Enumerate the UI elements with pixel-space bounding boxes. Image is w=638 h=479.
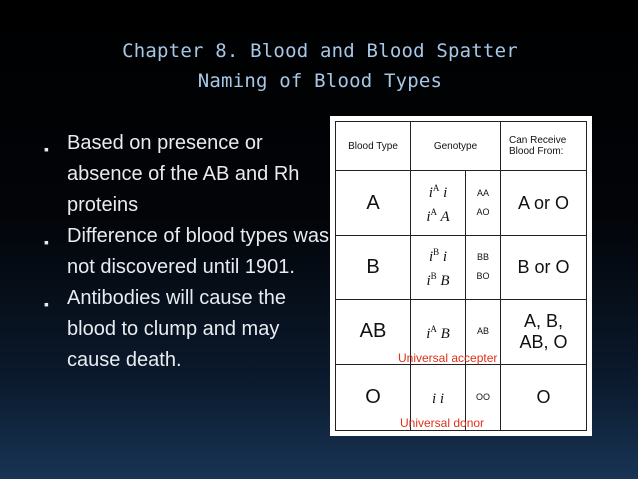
genotype-entry <box>411 203 465 227</box>
allele-letter: i <box>443 185 448 202</box>
allele-code: BB <box>476 252 489 263</box>
title-line-2: Naming of Blood Types <box>197 70 443 92</box>
can-receive-cell: B or O <box>501 235 587 299</box>
bullet-text: Difference of blood types was not discovered until 1901. <box>67 225 330 278</box>
genotype-entry <box>411 385 465 409</box>
genotype-entry <box>411 179 465 203</box>
blood-type-cell: B <box>336 235 411 299</box>
allele-code: OO <box>475 391 490 402</box>
allele-code: AB <box>476 326 489 337</box>
blood-type-table <box>335 121 587 431</box>
allele-letter: A <box>440 209 450 226</box>
allele-superscript: A <box>432 183 440 194</box>
allele-letter: i <box>426 325 431 342</box>
title-line-1: Chapter 8. Blood and Blood Spatter <box>122 40 518 62</box>
bullet-item <box>44 128 334 221</box>
genotype-entry <box>411 320 465 344</box>
allele-code: AO <box>476 207 490 218</box>
blood-type-cell: O <box>336 364 411 430</box>
header-genotype: Genotype <box>411 122 501 171</box>
allele-letter: i <box>439 391 445 408</box>
blood-type-table-image <box>330 116 592 436</box>
allele-code-cell <box>466 235 501 299</box>
bullet-text: Based on presence or absence of the AB and Rh proteins <box>67 132 300 216</box>
blood-type-cell: AB <box>336 300 411 364</box>
allele-letter: B <box>440 325 450 342</box>
table-header-row <box>336 122 587 171</box>
slide-title <box>40 36 600 96</box>
genotype-entry <box>411 243 465 267</box>
allele-letter: i <box>442 249 448 266</box>
genotype-entry <box>411 267 465 291</box>
allele-letter: i <box>428 185 433 202</box>
table-row <box>336 235 587 299</box>
allele-code: BO <box>476 271 490 282</box>
bullet-item <box>44 221 334 283</box>
allele-superscript: B <box>430 271 437 282</box>
allele-superscript: A <box>430 323 437 334</box>
can-receive-cell: A or O <box>501 171 587 235</box>
blood-type-cell: A <box>336 171 411 235</box>
header-can-receive: Can Receive Blood From: <box>501 122 587 171</box>
allele-letter: B <box>440 273 450 290</box>
square-bullet-icon: ▪ <box>44 141 49 157</box>
allele-letter: i <box>431 391 437 408</box>
bullet-item <box>44 283 334 376</box>
genotype-cell <box>411 171 466 235</box>
bullet-text: Antibodies will cause the blood to clump and may cause death. <box>67 287 287 371</box>
header-blood-type: Blood Type <box>336 122 411 171</box>
can-receive-cell: O <box>501 364 587 430</box>
allele-code: AA <box>476 188 489 199</box>
allele-superscript: B <box>433 247 440 258</box>
bullet-list <box>44 128 334 376</box>
allele-superscript: A <box>430 207 437 218</box>
square-bullet-icon: ▪ <box>44 234 49 250</box>
universal-accepter-label: Universal accepter <box>398 351 498 365</box>
table-row <box>336 171 587 235</box>
can-receive-cell: A, B, AB, O <box>501 300 587 364</box>
allele-letter: i <box>426 209 431 226</box>
square-bullet-icon: ▪ <box>44 296 49 312</box>
allele-letter: i <box>428 249 434 266</box>
allele-code-cell <box>466 171 501 235</box>
universal-donor-label: Universal donor <box>400 416 485 430</box>
allele-letter: i <box>426 273 431 290</box>
genotype-cell <box>411 235 466 299</box>
